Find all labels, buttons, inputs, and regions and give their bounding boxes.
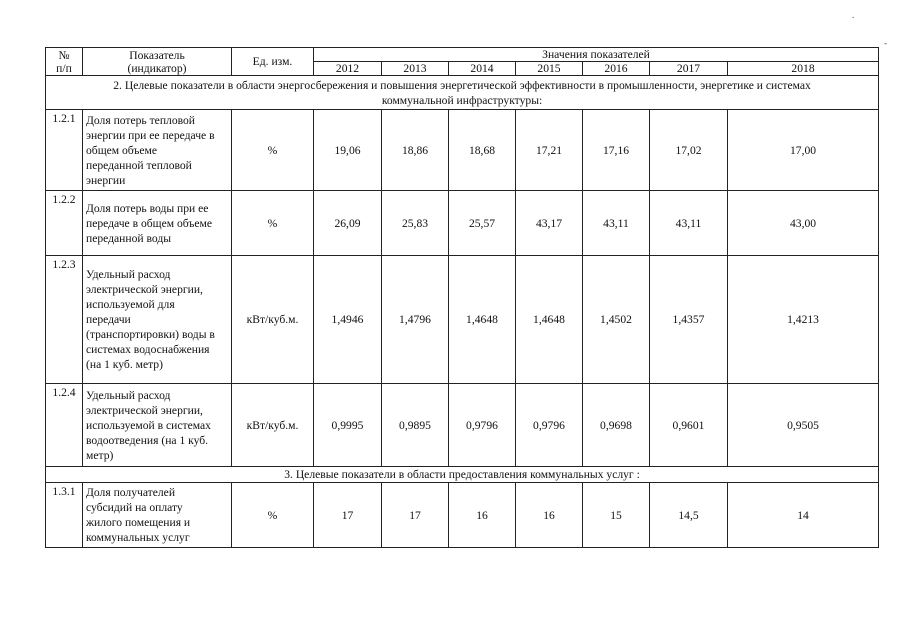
value-cell: 16 xyxy=(449,483,516,548)
value-cell: 1,4502 xyxy=(583,256,650,384)
indicator-line: Доля потерь воды при ее xyxy=(86,201,209,215)
scan-mark: - xyxy=(884,38,887,48)
value-cell: 14 xyxy=(728,483,879,548)
value-cell: 0,9601 xyxy=(650,384,728,467)
header-values-title: Значения показателей xyxy=(314,48,879,62)
year-cell: 2014 xyxy=(449,62,516,76)
row-unit: % xyxy=(232,191,314,256)
section-2-line-1: 2. Целевые показатели в области энергосбережения и повышения энергетической эффективности в промышленности, энергетике и системах xyxy=(113,78,811,92)
indicator-line: субсидий на оплату xyxy=(86,501,183,514)
header-indicator-cell xyxy=(83,48,232,76)
value-cell: 16 xyxy=(516,483,583,548)
row-indicator xyxy=(83,191,232,256)
value-cell: 0,9796 xyxy=(449,384,516,467)
value-cell: 17,21 xyxy=(516,110,583,191)
indicator-line: электрической энергии, xyxy=(86,283,203,296)
row-unit: % xyxy=(232,483,314,548)
table-row xyxy=(46,384,879,467)
section-2-line-2: коммунальной инфраструктуры: xyxy=(381,93,543,107)
value-cell: 17,02 xyxy=(650,110,728,191)
value-cell: 18,68 xyxy=(449,110,516,191)
value-cell: 0,9895 xyxy=(382,384,449,467)
row-indicator xyxy=(83,256,232,384)
value-cell: 0,9505 xyxy=(728,384,879,467)
row-indicator xyxy=(83,110,232,191)
indicator-line: Доля получателей xyxy=(86,486,176,499)
row-unit: кВт/куб.м. xyxy=(232,256,314,384)
indicator-line: Удельный расход xyxy=(86,388,171,402)
indicator-line: электрической энергии, xyxy=(86,403,203,417)
indicator-line: используемой в системах xyxy=(86,418,211,432)
value-cell: 43,11 xyxy=(650,191,728,256)
year-cell: 2016 xyxy=(583,62,650,76)
section-2-heading xyxy=(46,76,879,110)
indicator-line: передачи xyxy=(86,313,131,326)
indicator-line: Доля потерь тепловой xyxy=(86,113,196,127)
row-unit: кВт/куб.м. xyxy=(232,384,314,467)
row-unit: % xyxy=(232,110,314,191)
year-cell: 2017 xyxy=(650,62,728,76)
header-unit: Ед. изм. xyxy=(232,48,314,76)
row-indicator xyxy=(83,384,232,467)
value-cell: 17,16 xyxy=(583,110,650,191)
section-2-row xyxy=(46,76,879,110)
table-row xyxy=(46,191,879,256)
header-num-2: п/п xyxy=(56,61,72,75)
table-row xyxy=(46,483,879,548)
section-3-row xyxy=(46,467,879,483)
value-cell: 0,9698 xyxy=(583,384,650,467)
value-cell: 43,17 xyxy=(516,191,583,256)
section-3-heading: 3. Целевые показатели в области предоставления коммунальных услуг : xyxy=(46,467,879,483)
header-row xyxy=(46,48,879,62)
indicator-line: используемой для xyxy=(86,298,175,311)
header-num-cell xyxy=(46,48,83,76)
indicator-line: переданной тепловой xyxy=(86,158,192,172)
value-cell: 18,86 xyxy=(382,110,449,191)
value-cell: 14,5 xyxy=(650,483,728,548)
row-code: 1.2.2 xyxy=(46,191,83,256)
indicator-line: метр) xyxy=(86,448,114,462)
row-code: 1.2.1 xyxy=(46,110,83,191)
header-num: № xyxy=(58,48,70,62)
indicator-line: общем объеме xyxy=(86,143,158,157)
year-cell: 2018 xyxy=(728,62,879,76)
year-cell: 2015 xyxy=(516,62,583,76)
indicator-line: энергии при ее передаче в xyxy=(86,128,215,142)
indicator-line: (на 1 куб. метр) xyxy=(86,358,163,371)
value-cell: 0,9995 xyxy=(314,384,382,467)
row-code: 1.3.1 xyxy=(46,483,83,548)
row-code: 1.2.4 xyxy=(46,384,83,467)
indicator-line: (транспортировки) воды в xyxy=(86,328,215,341)
row-code: 1.2.3 xyxy=(46,256,83,384)
header-indicator: Показатель xyxy=(129,48,185,62)
indicator-line: переданной воды xyxy=(86,231,172,245)
table-row xyxy=(46,110,879,191)
value-cell: 17 xyxy=(314,483,382,548)
indicator-line: системах водоснабжения xyxy=(86,343,210,356)
indicator-line: коммунальных услуг xyxy=(86,531,190,544)
indicator-line: Удельный расход xyxy=(86,268,171,281)
value-cell: 1,4946 xyxy=(314,256,382,384)
value-cell: 25,83 xyxy=(382,191,449,256)
value-cell: 17,00 xyxy=(728,110,879,191)
value-cell: 1,4648 xyxy=(449,256,516,384)
value-cell: 1,4648 xyxy=(516,256,583,384)
year-cell: 2012 xyxy=(314,62,382,76)
scan-mark: . xyxy=(852,10,855,20)
value-cell: 19,06 xyxy=(314,110,382,191)
indicator-line: передаче в общем объеме xyxy=(86,216,213,230)
year-cell: 2013 xyxy=(382,62,449,76)
indicator-line: энергии xyxy=(86,173,126,187)
header-indicator-2: (индикатор) xyxy=(127,61,187,75)
indicator-line: жилого помещения и xyxy=(86,516,191,529)
value-cell: 43,00 xyxy=(728,191,879,256)
row-indicator xyxy=(83,483,232,548)
table-row xyxy=(46,256,879,384)
indicators-table xyxy=(45,47,879,548)
value-cell: 25,57 xyxy=(449,191,516,256)
value-cell: 26,09 xyxy=(314,191,382,256)
value-cell: 1,4357 xyxy=(650,256,728,384)
value-cell: 1,4796 xyxy=(382,256,449,384)
indicator-line: водоотведения (на 1 куб. xyxy=(86,433,209,447)
value-cell: 1,4213 xyxy=(728,256,879,384)
value-cell: 43,11 xyxy=(583,191,650,256)
value-cell: 15 xyxy=(583,483,650,548)
value-cell: 17 xyxy=(382,483,449,548)
value-cell: 0,9796 xyxy=(516,384,583,467)
